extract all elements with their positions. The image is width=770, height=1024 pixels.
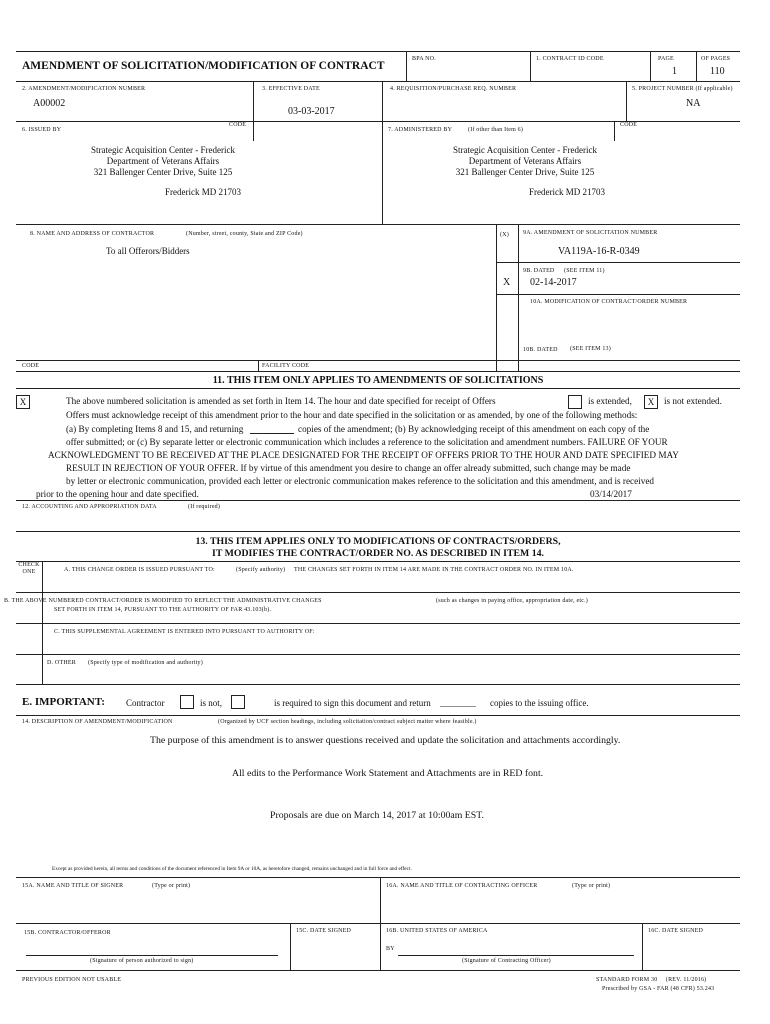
of-pages-value: 110 <box>710 66 725 77</box>
solicitation-number: VA119A-16-R-0349 <box>558 246 640 257</box>
rule <box>16 388 740 389</box>
item10a-label: 10A. MODIFICATION OF CONTRACT/ORDER NUMBER <box>530 299 688 305</box>
rule <box>16 531 740 532</box>
rule <box>16 371 740 372</box>
item11-line4: offer submitted; or (c) By separate letter or electronic communication which includes a reference to the solicitation and amendment numbers. FAILURE OF YOUR <box>66 437 668 447</box>
rule <box>406 51 407 81</box>
item6-code-label: CODE <box>229 122 247 128</box>
of-pages-label: OF PAGES <box>701 56 731 62</box>
sig-15a-label: 15A. NAME AND TITLE OF SIGNER <box>22 883 124 889</box>
description-paragraph-2 <box>232 768 543 779</box>
item14-note: (Organized by UCF section headings, including solicitation/contract subject matter where feasible.) <box>218 719 477 725</box>
item13a-text2: THE CHANGES SET FORTH IN ITEM 14 ARE MADE IN THE CONTRACT ORDER NO. IN ITEM 10A. <box>294 567 574 573</box>
contractor-signature-line[interactable] <box>26 955 278 956</box>
contractor-code-label: CODE <box>22 363 40 369</box>
item12-note: (If required) <box>188 504 221 510</box>
rule <box>626 81 627 121</box>
item11-line3: (a) By completing Items 8 and 15, and returning <box>66 424 244 434</box>
item5-label: 5. PROJECT NUMBER (If applicable) <box>632 86 733 92</box>
item7-code-label: CODE <box>620 122 638 128</box>
important-label: E. IMPORTANT: <box>22 696 105 708</box>
facility-code-label: FACILITY CODE <box>262 363 310 369</box>
admin-by-line4: Frederick MD 21703 <box>529 187 605 197</box>
project-number: NA <box>686 98 701 109</box>
rule <box>496 224 497 371</box>
sig-15b-label: 15B. CONTRACTOR/OFFEROR <box>24 930 111 936</box>
rule <box>16 592 740 593</box>
rule <box>530 51 531 81</box>
item11-line7: by letter or electronic communication, provided each letter or electronic communication makes reference to the solicitation and this amendment, and is received <box>66 476 655 486</box>
footer-right-2: Prescribed by GSA - FAR (48 CFR) 53.243 <box>602 986 715 992</box>
item10b-note: (SEE ITEM 13) <box>570 346 611 352</box>
rule <box>290 923 291 970</box>
description-p2-end: font. <box>524 768 544 779</box>
sig-16a-note: (Type or print) <box>572 883 611 889</box>
footer-left: PREVIOUS EDITION NOT USABLE <box>22 977 122 983</box>
rule <box>16 360 740 361</box>
rule <box>650 51 651 81</box>
issued-by-line2: Department of Veterans Affairs <box>106 156 220 166</box>
rule <box>16 654 740 655</box>
item13d-note: (Specify type of modification and authority) <box>88 660 203 666</box>
item11-line5: ACKNOWLEDGMENT TO BE RECEIVED AT THE PLACE DESIGNATED FOR THE RECEIPT OF OFFERS PRIOR TO THE HOUR AND DATE SPECIFIED MAY <box>48 450 679 460</box>
item13b-text: B. THE ABOVE NUMBERED CONTRACT/ORDER IS MODIFIED TO REFLECT THE ADMINISTRATIVE CHANGES <box>4 598 322 604</box>
solicitation-date: 02-14-2017 <box>530 277 577 288</box>
important-blank[interactable]: ________ <box>440 698 476 708</box>
item8-label: 8. NAME AND ADDRESS OF CONTRACTOR <box>30 231 155 237</box>
bottom-border <box>16 970 740 971</box>
important-contractor: Contractor <box>126 698 165 708</box>
bpa-no-label: BPA NO. <box>412 56 436 62</box>
contract-id-label: 1. CONTRACT ID CODE <box>536 56 604 62</box>
item3-label: 3. EFFECTIVE DATE <box>262 86 320 92</box>
item11-heading: 11. THIS ITEM ONLY APPLIES TO AMENDMENTS OF SOLICITATIONS <box>212 375 544 386</box>
item13a-text: A. THIS CHANGE ORDER IS ISSUED PURSUANT TO: <box>64 567 215 573</box>
check-one-label: CHECK ONE <box>18 562 40 575</box>
item13-heading-1: 13. THIS ITEM APPLIES ONLY TO MODIFICATIONS OF CONTRACTS/ORDERS, <box>195 536 561 547</box>
item7-label: 7. ADMINISTERED BY <box>388 127 453 133</box>
rule <box>16 224 740 225</box>
item11-line3b: copies of the amendment; (b) By acknowledging receipt of this amendment on each copy of the <box>298 424 650 434</box>
not-extended-checkbox[interactable]: X <box>644 395 658 409</box>
item2-label: 2. AMENDMENT/MODIFICATION NUMBER <box>22 86 146 92</box>
item11-date: 03/14/2017 <box>590 489 632 499</box>
item11-line1: The above numbered solicitation is amended as set forth in Item 14. The hour and date specified for receipt of Offers <box>66 396 496 406</box>
rule <box>696 51 697 81</box>
terms-note: Except as provided herein, all terms and conditions of the document referenced in Item 9A or 10A, as heretofore changed, remains unchanged and in full force and effect. <box>52 866 412 872</box>
item11-line8: prior to the opening hour and date specified. <box>36 489 199 499</box>
contractor-is-checkbox[interactable] <box>180 695 194 709</box>
item9-x-label: (X) <box>500 232 509 238</box>
issued-by-line3: 321 Ballenger Center Drive, Suite 125 <box>93 167 233 177</box>
important-is-not: is not, <box>200 698 223 708</box>
issued-by-line1: Strategic Acquisition Center - Frederick <box>91 145 235 155</box>
rule <box>518 224 519 371</box>
item11-line6: RESULT IN REJECTION OF YOUR OFFER. If by virtue of this amendment you desire to change an offer already submitted, such change may be made <box>66 463 631 473</box>
footer-right-1: STANDARD FORM 30 (REV. 11/2016) <box>596 977 707 983</box>
item7-note: (If other than Item 6) <box>468 127 524 133</box>
rule <box>258 360 259 371</box>
rule <box>496 294 740 295</box>
amendment-number: A00002 <box>33 98 66 109</box>
item14-label: 14. DESCRIPTION OF AMENDMENT/MODIFICATION <box>22 719 173 725</box>
rule <box>42 561 43 684</box>
rule <box>380 877 381 970</box>
sig-15a-note: (Type or print) <box>152 883 191 889</box>
issued-by-line4: Frederick MD 21703 <box>165 187 241 197</box>
rule <box>16 81 740 82</box>
item13c-text: C. THIS SUPPLEMENTAL AGREEMENT IS ENTERED INTO PURSUANT TO AUTHORITY OF: <box>54 629 315 635</box>
admin-by-line1: Strategic Acquisition Center - Frederick <box>453 145 597 155</box>
item6-label: 6. ISSUED BY <box>22 127 62 133</box>
sig-16c-label: 16C. DATE SIGNED <box>648 928 704 934</box>
top-border <box>16 51 740 52</box>
contractor-name: To all Offerors/Bidders <box>106 246 190 256</box>
admin-by-line2: Department of Veterans Affairs <box>468 156 582 166</box>
item13b-text2: SET FORTH IN ITEM 14, PURSUANT TO THE AUTHORITY OF FAR 43.103(b). <box>54 607 272 613</box>
rule <box>16 684 740 685</box>
item11-line2: Offers must acknowledge receipt of this amendment prior to the hour and date specified in the solicitation or as amended, by one of the following methods: <box>66 410 638 420</box>
rule <box>16 623 740 624</box>
extended-checkbox[interactable] <box>568 395 582 409</box>
sig-16b-label: 16B. UNITED STATES OF AMERICA <box>386 928 488 934</box>
sig-16a-label: 16A. NAME AND TITLE OF CONTRACTING OFFICER <box>386 883 538 889</box>
sig-1-caption: (Signature of person authorized to sign) <box>90 958 194 964</box>
item9b-note: (SEE ITEM 11) <box>564 268 605 274</box>
rule <box>16 923 740 924</box>
contractor-is-not-checkbox[interactable] <box>231 695 245 709</box>
copies-blank[interactable] <box>250 433 294 434</box>
rule <box>16 561 740 562</box>
not-extended-label: is not extended. <box>664 396 722 406</box>
item9b-label: 9B. DATED <box>523 268 555 274</box>
form-title: AMENDMENT OF SOLICITATION/MODIFICATION OF CONTRACT <box>22 60 385 72</box>
by-label: BY <box>386 946 395 952</box>
description-paragraph-3: Proposals are due on March 14, 2017 at 10:00am EST. <box>270 810 484 821</box>
item8-note: (Number, street, county, State and ZIP Code) <box>186 231 303 237</box>
rule <box>16 715 740 716</box>
rule <box>253 81 254 121</box>
extended-label: is extended, <box>588 396 632 406</box>
item13b-note: (such as changes in paying office, appropriation date, etc.) <box>436 598 589 604</box>
page-label: PAGE <box>658 56 674 62</box>
page-value: 1 <box>672 66 677 77</box>
rule <box>614 121 615 141</box>
item13-heading-2: IT MODIFIES THE CONTRACT/ORDER NO. AS DESCRIBED IN ITEM 14. <box>212 548 544 559</box>
rule <box>16 877 740 878</box>
item10b-label: 10B. DATED <box>523 347 558 353</box>
rule <box>253 121 254 141</box>
item11-check-box[interactable]: X <box>16 395 30 409</box>
item9b-mark: X <box>503 277 511 288</box>
sig-15c-label: 15C. DATE SIGNED <box>296 928 352 934</box>
item12-label: 12. ACCOUNTING AND APPROPRIATION DATA <box>22 504 157 510</box>
description-p2-text: All edits to the Performance Work Statement and Attachments are in <box>232 768 501 779</box>
important-text2: copies to the issuing office. <box>490 698 589 708</box>
rule <box>642 923 643 970</box>
rule <box>496 262 740 263</box>
effective-date: 03-03-2017 <box>288 106 335 117</box>
important-text: is required to sign this document and return <box>274 698 431 708</box>
rule <box>382 81 383 224</box>
item13a-note: (Specify authority) <box>236 567 286 573</box>
admin-by-line3: 321 Ballenger Center Drive, Suite 125 <box>455 167 595 177</box>
item13d-text: D. OTHER <box>47 660 76 666</box>
item9a-label: 9A. AMENDMENT OF SOLICITATION NUMBER <box>523 230 658 236</box>
officer-signature-line[interactable] <box>398 955 634 956</box>
description-p2-red: RED <box>502 768 523 779</box>
sig-2-caption: (Signature of Contracting Officer) <box>462 958 551 964</box>
description-paragraph-1: The purpose of this amendment is to answer questions received and update the solicitation and attachments accordingly. <box>150 735 621 746</box>
item4-label: 4. REQUISITION/PURCHASE REQ. NUMBER <box>390 86 517 92</box>
